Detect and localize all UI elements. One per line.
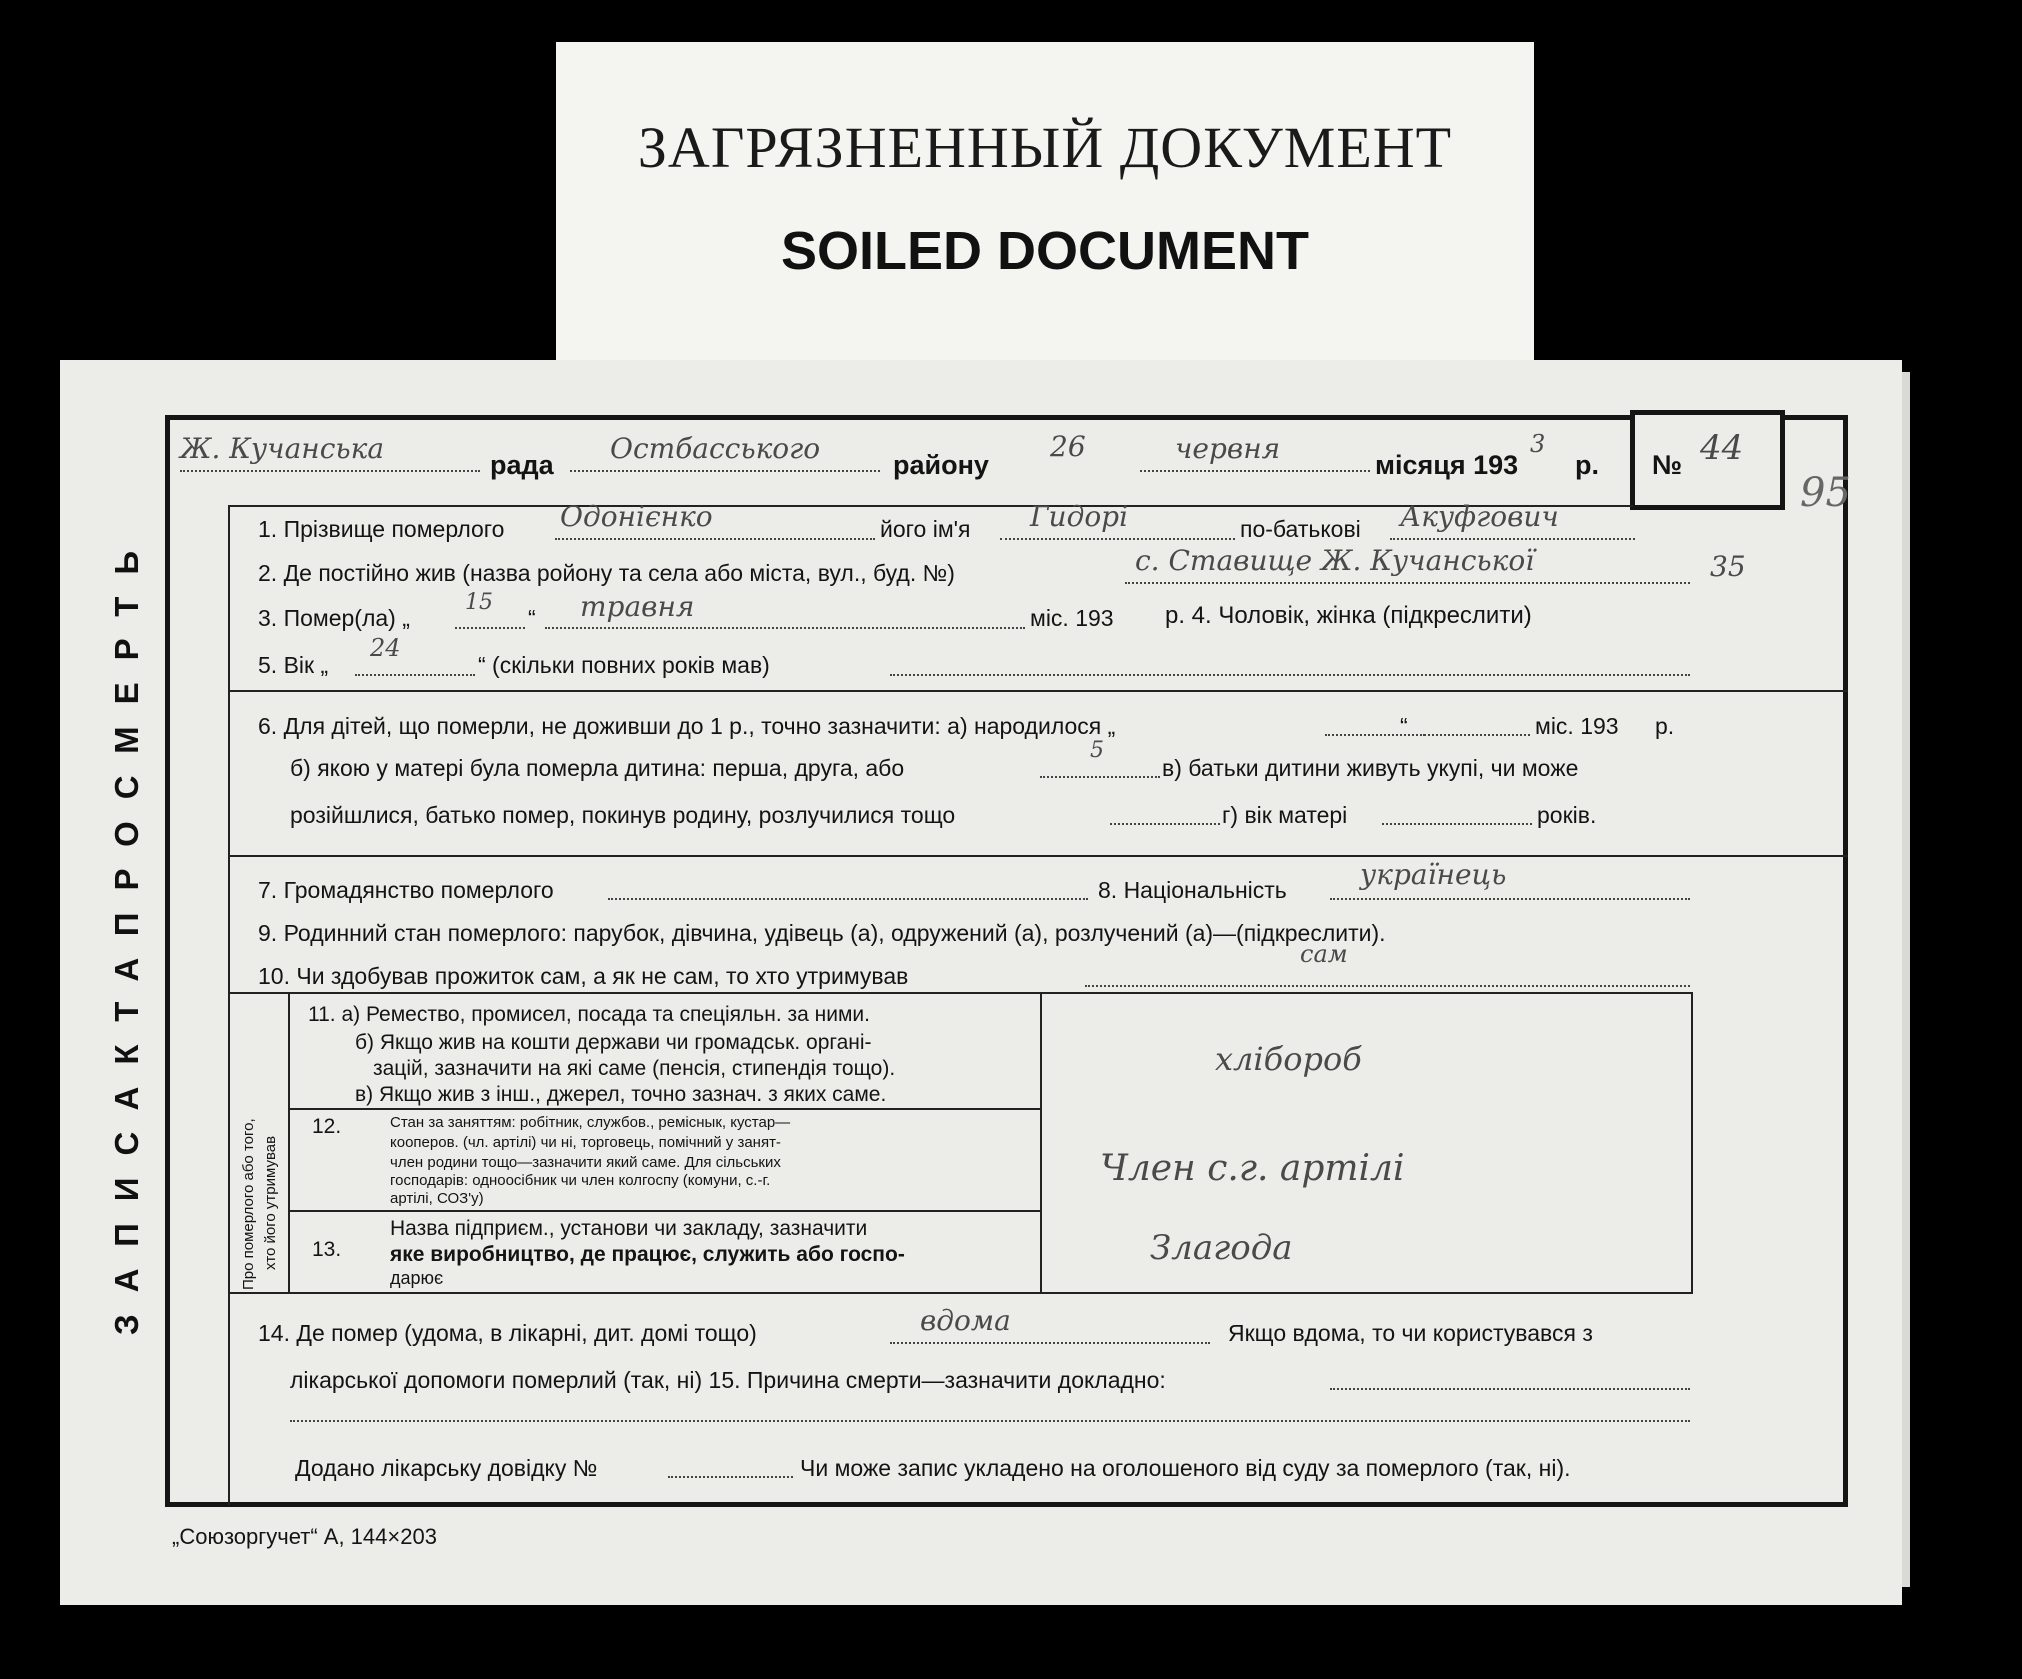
line8-nationality-label: 8. Національність [1098,877,1287,903]
line1-surname-label: 1. Прізвище померлого [258,516,505,542]
occupation-table-bottom [228,1292,1693,1294]
line5-dots [355,674,475,676]
line5-age-label: 5. Вік „ [258,652,329,678]
side-column-rule [228,505,230,1505]
label-english: SOILED DOCUMENT [780,221,1309,281]
line1-dots [555,538,875,540]
line12a-label: Стан за заняттям: робітник, службов., реміснык, кустар— [390,1114,791,1131]
line6-dots [1420,734,1530,736]
line3-sex-label: р. 4. Чоловік, жінка (підкреслити) [1165,602,1532,629]
line5-dots [890,674,1690,676]
line12d-label: господарів: одноосібник чи член колгоспу (комуни, с.-г. [390,1172,771,1189]
line3-month-year: міс. 193 [1030,605,1114,631]
line6-child-order-label: б) якою у матері була померла дитина: перша, друга, або [290,755,905,781]
hw-surname: Одонієнко [560,500,713,533]
hw-nationality: українець [1360,858,1507,891]
line6-dots [1040,776,1160,778]
line10-dots [1085,985,1690,987]
occupation-table-divider [1040,992,1042,1292]
line11d-label: в) Якщо жив з інш., джерел, точно зазнач. з яких саме. [355,1083,887,1106]
line6-children-label: 6. Для дітей, що померли, не доживши до 1 р., точно зазначити: а) народилося „ [258,713,1116,739]
line10-support-label: 10. Чи здобував прожиток сам, а як не сам, то хто утримував [258,963,909,989]
header-dots [570,470,880,472]
line15-dots [290,1420,1690,1422]
line6-dots [1325,734,1425,736]
line3-quote: “ [528,605,536,631]
header-raion: району [893,450,989,480]
hw-margin-number: 95 [1800,470,1851,516]
line3-dots [455,627,525,629]
line1-dots [1390,538,1635,540]
line3-dots [545,627,1025,629]
line3-died-label: 3. Помер(ла) „ [258,605,410,631]
line15-dots [1330,1388,1690,1390]
line5-age-suffix: “ (скільки повних років мав) [478,652,770,678]
hw-month: червня [1175,432,1281,465]
occupation-vertical-label-1: Про померлого або того, [240,1118,257,1290]
line2-residence-label: 2. Де постійно жив (назва ройону та села або міста, вул., буд. №) [258,560,955,586]
section-rule [228,855,1848,857]
hw-day: 26 [1050,430,1086,463]
line11b-label: б) Якщо жив на кошти держави чи громадськ. органi- [355,1031,872,1054]
hw-year: 3 [1530,430,1546,458]
footer-printer-mark: „Союзоргучет“ А, 144×203 [172,1524,437,1549]
line6-month-year: міс. 193 [1535,713,1619,739]
hw-day-died: 15 [465,590,493,615]
hw-age: 24 [370,634,401,662]
line12c-label: член родини тощо—зазначити який саме. Для сільських [390,1154,781,1171]
hw-status: Член с.г. артілі [1100,1148,1405,1189]
line14-place-label: 14. Де помер (удома, в лікарні, дит. домі тощо) [258,1320,757,1346]
line13b-label: яке виробництво, де працює, служить або госпо- [390,1243,905,1266]
side-title: ЗАПИСАКТАПРОСМЕРТЬ [108,528,145,1335]
line13a-label: Назва підприєм., установи чи закладу, зазначити [390,1217,868,1240]
line7-citizenship-label: 7. Громадянство померлого [258,877,554,903]
line16-dots [668,1476,793,1478]
line8-dots [1330,898,1690,900]
line12-number: 12. [312,1115,342,1138]
hw-council: Ж. Кучанська [180,432,385,465]
hw-margin-right: 35 [1710,550,1746,583]
hw-child-order: 5 [1090,738,1104,763]
line6-separated-label: розійшлися, батько помер, покинув родину, розлучилися тощо [290,802,956,828]
line6-mother-age-label: г) вік матері [1222,802,1348,828]
line14-cause-label: лікарської допомоги померлий (так, ні) 15. Причина смерти—зазначити докладно: [290,1367,1166,1393]
occupation-table-top [228,992,1693,994]
line16-certificate-label: Додано лікарську довідку № [295,1455,598,1481]
header-no: № [1652,450,1683,480]
hw-number: 44 [1700,428,1744,468]
line12b-label: кооперов. (чл. артілі) чи ні, торговець, помічний у занят- [390,1134,781,1151]
line11c-label: зацій, зазначити на які саме (пенсія, стипендія тощо). [373,1057,896,1080]
header-r: р. [1575,450,1599,480]
label-russian: ЗАГРЯЗНЕННЫЙ ДОКУМЕНТ [637,115,1453,180]
hw-occupation: хлібороб [1215,1040,1362,1078]
occupation-table-right [1691,992,1693,1292]
header-dots [180,470,480,472]
line2-dots [1125,582,1690,584]
occupation-row-rule [288,1108,1040,1110]
line1-dots [1000,538,1235,540]
line1-name-label: його ім'я [880,516,971,542]
line6-dots [1382,823,1532,825]
line14-home-label: Якщо вдома, то чи користувався з [1228,1320,1593,1346]
line7-dots [608,898,1088,900]
soiled-document-label [556,42,1534,377]
line11a-label: 11. а) Ремество, промисел, посада та спеціяльн. за ними. [308,1003,870,1026]
occupation-vertical-label-2: хто його утримував [262,1135,279,1270]
hw-dependent: сам [1300,940,1348,968]
header-rada: рада [490,450,554,480]
section-rule [228,690,1848,692]
hw-district: Остбасського [610,432,821,465]
header-month-year: місяця 193 [1375,450,1519,480]
line6-quote: “ [1400,713,1408,739]
line6-years-label: років. [1537,802,1597,828]
line16-court-label: Чи може запис укладено на оголошеного від суду за померлого (так, ні). [800,1455,1571,1481]
hw-residence: с. Ставище Ж. Кучанської [1135,544,1535,577]
line13-number: 13. [312,1238,342,1261]
line9-marital-label: 9. Родинний стан померлого: парубок, дівчина, удівець (а), одружений (а), розлучений (а)—(підкреслити). [258,920,1386,946]
line1-patronymic-label: по-батькові [1240,516,1361,542]
hw-month-died: травня [580,590,695,623]
occupation-row-rule [288,1210,1040,1212]
line12e-label: артілі, СОЗ'у) [390,1190,484,1207]
line6-dots [1110,823,1220,825]
line6-r: р. [1655,713,1675,739]
hw-patronymic: Акуфгович [1400,500,1559,533]
hw-place: вдома [920,1304,1011,1337]
line13c-label: дарює [390,1268,444,1288]
hw-enterprise: Злагода [1150,1228,1293,1268]
hw-name: Гидорі [1030,500,1129,533]
line14-dots [890,1342,1210,1344]
line6-parents-label: в) батьки дитини живуть укупі, чи може [1162,755,1579,781]
occupation-table-divider [288,992,290,1292]
header-dots [1140,470,1370,472]
